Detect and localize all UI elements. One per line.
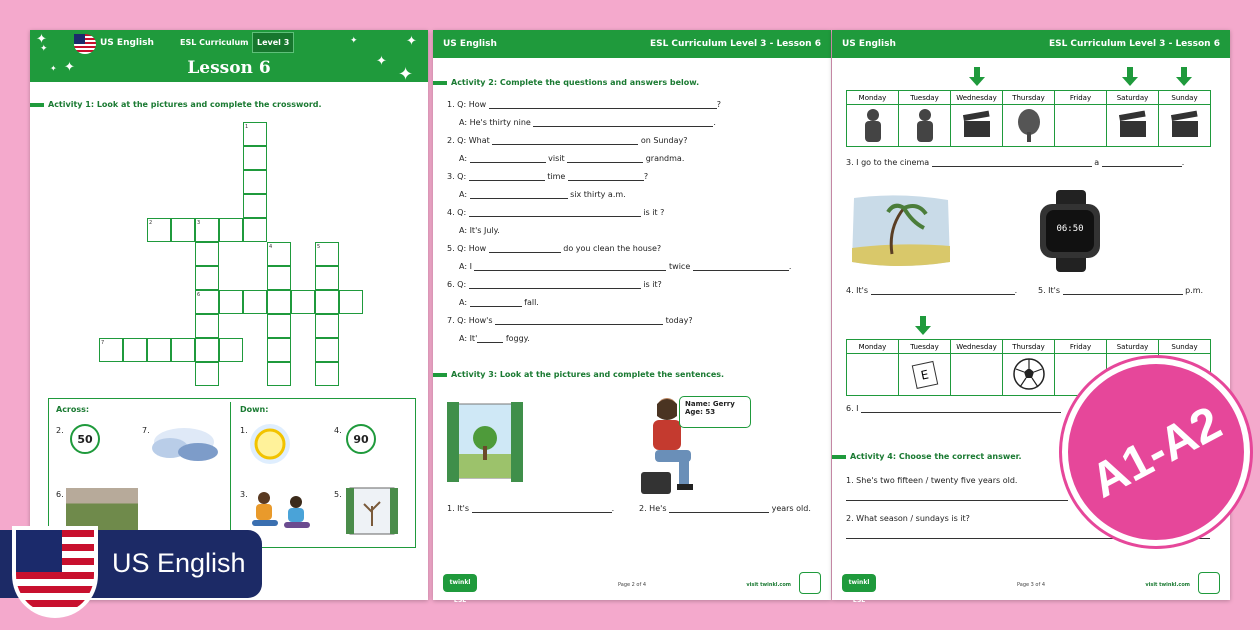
across-clue-number: 6.: [56, 490, 64, 499]
crossword-cell[interactable]: [315, 338, 339, 362]
empty-cell: [951, 354, 1003, 396]
crossword-cell[interactable]: [291, 290, 315, 314]
clapperboard-icon: [951, 105, 1003, 147]
empty-cell: [847, 354, 899, 396]
day-header: Saturday: [1107, 340, 1159, 354]
crossword-cell[interactable]: [171, 338, 195, 362]
q-line: 2. Q: What on Sunday?: [447, 136, 688, 145]
sentence-5: 5. It's p.m.: [1038, 286, 1204, 295]
crossword-cell[interactable]: [267, 362, 291, 386]
crossword-cell[interactable]: [243, 170, 267, 194]
arrow-down-icon: [1176, 77, 1192, 86]
cleaning-person-icon: [899, 105, 951, 147]
a-line: A: It's July.: [459, 226, 500, 235]
windy-weather-picture: [848, 192, 954, 270]
crossword-cell[interactable]: 2: [147, 218, 171, 242]
down-heading: Down:: [240, 405, 269, 414]
header-curriculum: ESL Curriculum: [180, 38, 249, 47]
crossword-cell[interactable]: 1: [243, 122, 267, 146]
name-card: [679, 396, 751, 428]
crossword-cell[interactable]: [315, 266, 339, 290]
crossword-cell[interactable]: [267, 314, 291, 338]
clapperboard-icon: [1107, 105, 1159, 147]
name-card-name: Name: Gerry: [685, 400, 735, 408]
crossword-cell[interactable]: [315, 362, 339, 386]
visit-link[interactable]: visit twinkl.com: [1145, 582, 1190, 588]
crossword-cell[interactable]: [195, 338, 219, 362]
level-badge: A1-A2: [1062, 358, 1250, 546]
page2-footer: [443, 572, 821, 604]
q-line: 4. Q: is it ?: [447, 208, 665, 217]
header-language: US English: [842, 39, 896, 49]
activity4-heading: Activity 4: Choose the correct answer.: [832, 452, 1022, 461]
q-line: 6. Q: is it?: [447, 280, 662, 289]
crossword-cell[interactable]: 3: [195, 218, 219, 242]
across-heading: Across:: [56, 405, 90, 414]
twinkl-logo: twinkl ESL: [842, 574, 876, 592]
header-title: ESL Curriculum Level 3 - Lesson 6: [1048, 39, 1220, 49]
cloudy-icon: [148, 422, 220, 466]
day-header: Monday: [847, 91, 899, 105]
visit-link[interactable]: visit twinkl.com: [746, 582, 791, 588]
day-header: Tuesday: [899, 340, 951, 354]
choice-question-1: 1. She's two fifteen / twenty five years old.: [846, 476, 1018, 485]
a-line: A: I twice .: [459, 262, 792, 271]
us-flag-shield-icon: [12, 526, 98, 618]
page1-header: ✦ ✦ ✦ ✦ ✦ ✦ ✦ ✦ US English ESL Curriculum Level 3 Lesson 6: [30, 30, 428, 82]
day-header: Saturday: [1107, 91, 1159, 105]
crossword-cell[interactable]: [195, 266, 219, 290]
q-line: 5. Q: How do you clean the house?: [447, 244, 662, 253]
crossword-cell[interactable]: [243, 194, 267, 218]
crossword-cell[interactable]: [243, 146, 267, 170]
header-language: US English: [100, 38, 154, 48]
page-number: Page 2 of 4: [617, 582, 647, 588]
sentence-2: 2. He's years old.: [639, 504, 811, 513]
quality-seal-icon: [799, 572, 821, 594]
a-line: A: He's thirty nine .: [459, 118, 716, 127]
people-icon: [246, 488, 316, 532]
worksheet-page-2: [433, 30, 831, 604]
header-title: ESL Curriculum Level 3 - Lesson 6: [649, 39, 821, 49]
clapperboard-icon: [1159, 105, 1211, 147]
page2-header: [433, 30, 831, 58]
watch-time: 06:50: [1056, 224, 1084, 234]
activity3-heading: Activity 3: Look at the pictures and complete the sentences.: [433, 370, 724, 379]
q-line: 1. Q: How ?: [447, 100, 721, 109]
tree-icon: [1003, 105, 1055, 147]
crossword-cell[interactable]: [267, 290, 291, 314]
page3-footer: [842, 572, 1220, 604]
arrow-down-icon: [969, 77, 985, 86]
day-header: Sunday: [1159, 340, 1211, 354]
crossword-cell[interactable]: 4: [267, 242, 291, 266]
worksheet-page-1: [30, 30, 428, 600]
day-header: Friday: [1055, 91, 1107, 105]
window-tree-picture: [447, 402, 523, 482]
crossword-cell[interactable]: [243, 290, 267, 314]
day-header: Wednesday: [951, 340, 1003, 354]
twinkl-logo: twinkl ESL: [443, 574, 477, 592]
page-number: Page 3 of 4: [1016, 582, 1046, 588]
arrow-down-icon: [1122, 77, 1138, 86]
clues-divider: [230, 402, 231, 544]
day-header: Thursday: [1003, 340, 1055, 354]
a-line: A: visit grandma.: [459, 154, 685, 163]
crossword-cell[interactable]: [267, 266, 291, 290]
sentence-6: 6. I: [846, 404, 1061, 413]
quality-seal-icon: [1198, 572, 1220, 594]
page3-header: [832, 30, 1230, 58]
letter-e-tile: E: [899, 354, 951, 396]
crossword-cell[interactable]: [219, 218, 243, 242]
q-line: 7. Q: How's today?: [447, 316, 693, 325]
activity1-heading: Activity 1: Look at the pictures and complete the crossword.: [30, 100, 322, 109]
crossword-cell[interactable]: [171, 218, 195, 242]
answer-line: [846, 500, 1068, 501]
crossword-cell[interactable]: [219, 338, 243, 362]
crossword-cell[interactable]: 6: [195, 290, 219, 314]
crossword-cell[interactable]: [315, 290, 339, 314]
down-clue-number: 5.: [334, 490, 342, 499]
day-header: Sunday: [1159, 91, 1211, 105]
crossword-cell[interactable]: [195, 242, 219, 266]
number-circle-90: 90: [346, 424, 376, 454]
window-icon: [344, 486, 400, 536]
crossword-cell[interactable]: [195, 314, 219, 338]
crossword-cell[interactable]: 7: [99, 338, 123, 362]
day-header: Thursday: [1003, 91, 1055, 105]
cleaning-person-icon: [847, 105, 899, 147]
banner-text: US English: [112, 548, 246, 578]
crossword-cell[interactable]: [315, 314, 339, 338]
choice-question-2: 2. What season / sundays is it?: [846, 514, 970, 523]
crossword-cell[interactable]: [123, 338, 147, 362]
arrow-down-icon: [915, 326, 931, 335]
day-header: Wednesday: [951, 91, 1003, 105]
a-line: A: fall.: [459, 298, 539, 307]
crossword-cell[interactable]: [339, 290, 363, 314]
sentence-3: 3. I go to the cinema a .: [846, 158, 1185, 167]
day-header: Monday: [847, 340, 899, 354]
crossword-cell[interactable]: [219, 290, 243, 314]
a-line: A: It' foggy.: [459, 334, 530, 343]
sentence-1: 1. It's .: [447, 504, 615, 513]
across-clue-number: 7.: [142, 426, 150, 435]
soccer-ball-icon: [1003, 354, 1055, 396]
number-circle-50: 50: [70, 424, 100, 454]
q-line: 3. Q: time ?: [447, 172, 649, 181]
smartwatch-picture: [1032, 190, 1108, 272]
crossword-cell[interactable]: [267, 338, 291, 362]
header-language: US English: [443, 39, 497, 49]
across-clue-number: 2.: [56, 426, 64, 435]
lesson-title: Lesson 6: [187, 58, 271, 78]
name-card-age: Age: 53: [685, 408, 716, 416]
header-level: Level 3: [252, 32, 294, 53]
crossword-cell[interactable]: [243, 218, 267, 242]
down-clue-number: 4.: [334, 426, 342, 435]
crossword-cell[interactable]: [147, 338, 171, 362]
down-clue-number: 3.: [240, 490, 248, 499]
activity2-heading: Activity 2: Complete the questions and answers below.: [433, 78, 699, 87]
down-clue-number: 1.: [240, 426, 248, 435]
empty-cell: [1055, 105, 1107, 147]
sentence-4: 4. It's .: [846, 286, 1018, 295]
sun-icon: [248, 422, 292, 466]
crossword-cell[interactable]: [195, 362, 219, 386]
a-line: A: six thirty a.m.: [459, 190, 626, 199]
us-flag-icon: [74, 34, 96, 54]
weekly-schedule-table-1: [846, 90, 1211, 147]
day-header: Tuesday: [899, 91, 951, 105]
day-header: Friday: [1055, 340, 1107, 354]
crossword-cell[interactable]: 5: [315, 242, 339, 266]
